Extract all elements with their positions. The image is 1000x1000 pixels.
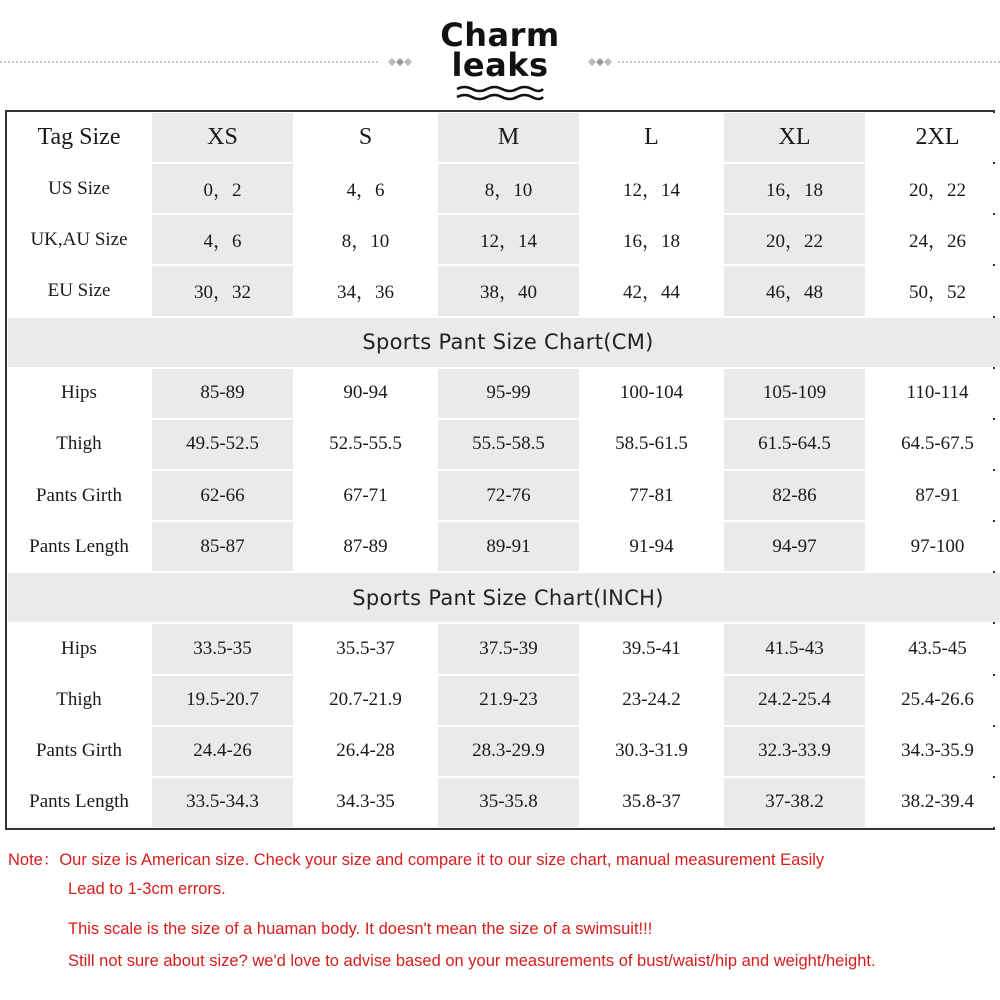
table-cell: 20.7-21.9: [295, 676, 436, 725]
table-cell: 12，14: [438, 215, 579, 264]
table-cell: 82-86: [724, 471, 865, 520]
table-cell: 30.3-31.9: [581, 727, 722, 776]
table-cell: 35-35.8: [438, 778, 579, 827]
table-cell: 97-100: [867, 522, 1000, 571]
header-size-2xl: 2XL: [867, 113, 1000, 162]
table-cell: 20，22: [867, 164, 1000, 213]
table-cell: 87-91: [867, 471, 1000, 520]
row-label: Hips: [8, 624, 150, 673]
header-size-l: L: [581, 113, 722, 162]
table-cell: 24.4-26: [152, 727, 293, 776]
row-label: US Size: [8, 164, 150, 213]
note-line-4: Still not sure about size? we'd love to advise based on your measurements of bust/waist/hip and weight/height.: [68, 952, 876, 970]
header-size-m: M: [438, 113, 579, 162]
table-cell: 24.2-25.4: [724, 676, 865, 725]
note-line-3: This scale is the size of a huaman body. It doesn't mean the size of a swimsuit!!!: [68, 920, 653, 938]
row-label: EU Size: [8, 266, 150, 315]
note-line-1: Note：Our size is American size. Check your size and compare it to our size chart, manual measurement Easily: [8, 851, 825, 869]
table-cell: 85-87: [152, 522, 293, 571]
table-cell: 72-76: [438, 471, 579, 520]
note-line-2: Lead to 1-3cm errors.: [68, 880, 226, 898]
table-cell: 20，22: [724, 215, 865, 264]
table-cell: 50，52: [867, 266, 1000, 315]
table-cell: 35.5-37: [295, 624, 436, 673]
row-label: UK,AU Size: [8, 215, 150, 264]
table-cell: 34.3-35: [295, 778, 436, 827]
table-cell: 42，44: [581, 266, 722, 315]
row-label: Pants Length: [8, 778, 150, 827]
table-cell: 77-81: [581, 471, 722, 520]
table-cell: 94-97: [724, 522, 865, 571]
table-cell: 85-89: [152, 369, 293, 418]
table-cell: 41.5-43: [724, 624, 865, 673]
table-cell: 58.5-61.5: [581, 420, 722, 469]
table-cell: 32.3-33.9: [724, 727, 865, 776]
brand-name-line1: Charm: [440, 16, 560, 54]
table-cell: 12，14: [581, 164, 722, 213]
table-cell: 87-89: [295, 522, 436, 571]
table-cell: 33.5-34.3: [152, 778, 293, 827]
table-cell: 4，6: [152, 215, 293, 264]
table-cell: 28.3-29.9: [438, 727, 579, 776]
table-cell: 37-38.2: [724, 778, 865, 827]
table-cell: 49.5-52.5: [152, 420, 293, 469]
row-label: Thigh: [8, 420, 150, 469]
table-cell: 24，26: [867, 215, 1000, 264]
table-cell: 34，36: [295, 266, 436, 315]
page-header: [0, 0, 1000, 110]
table-cell: 55.5-58.5: [438, 420, 579, 469]
diamond-ornament-left-icon: [382, 55, 418, 69]
table-cell: 67-71: [295, 471, 436, 520]
table-cell: 39.5-41: [581, 624, 722, 673]
brand-logo: [430, 14, 570, 106]
row-label: Pants Length: [8, 522, 150, 571]
row-label: Pants Girth: [8, 727, 150, 776]
header-size-xs: XS: [152, 113, 293, 162]
table-cell: 90-94: [295, 369, 436, 418]
waves-icon: [455, 84, 545, 102]
table-cell: 34.3-35.9: [867, 727, 1000, 776]
header-tag-size: Tag Size: [8, 113, 150, 162]
size-chart-table: [5, 110, 995, 830]
table-cell: 38.2-39.4: [867, 778, 1000, 827]
table-cell: 4，6: [295, 164, 436, 213]
table-cell: 16，18: [724, 164, 865, 213]
table-cell: 43.5-45: [867, 624, 1000, 673]
table-cell: 37.5-39: [438, 624, 579, 673]
table-cell: 100-104: [581, 369, 722, 418]
table-cell: 8，10: [438, 164, 579, 213]
table-cell: 64.5-67.5: [867, 420, 1000, 469]
table-cell: 89-91: [438, 522, 579, 571]
table-cell: 105-109: [724, 369, 865, 418]
row-label: Hips: [8, 369, 150, 418]
header-size-s: S: [295, 113, 436, 162]
table-cell: 46，48: [724, 266, 865, 315]
table-cell: 35.8-37: [581, 778, 722, 827]
table-cell: 30，32: [152, 266, 293, 315]
row-label: Pants Girth: [8, 471, 150, 520]
table-cell: 52.5-55.5: [295, 420, 436, 469]
section-title: Sports Pant Size Chart(CM): [8, 318, 1000, 367]
brand-name-line2: leaks: [451, 46, 549, 84]
table-cell: 21.9-23: [438, 676, 579, 725]
table-cell: 110-114: [867, 369, 1000, 418]
table-cell: 61.5-64.5: [724, 420, 865, 469]
table-cell: 23-24.2: [581, 676, 722, 725]
table-cell: 0，2: [152, 164, 293, 213]
table-cell: 91-94: [581, 522, 722, 571]
table-cell: 8，10: [295, 215, 436, 264]
dotted-divider-right: [618, 61, 1000, 63]
section-title: Sports Pant Size Chart(INCH): [8, 573, 1000, 622]
table-cell: 33.5-35: [152, 624, 293, 673]
table-cell: 25.4-26.6: [867, 676, 1000, 725]
row-label: Thigh: [8, 676, 150, 725]
table-cell: 38，40: [438, 266, 579, 315]
table-cell: 62-66: [152, 471, 293, 520]
diamond-ornament-right-icon: [582, 55, 618, 69]
dotted-divider-left: [0, 61, 378, 63]
table-cell: 19.5-20.7: [152, 676, 293, 725]
table-cell: 16，18: [581, 215, 722, 264]
table-cell: 95-99: [438, 369, 579, 418]
table-cell: 26.4-28: [295, 727, 436, 776]
header-size-xl: XL: [724, 113, 865, 162]
